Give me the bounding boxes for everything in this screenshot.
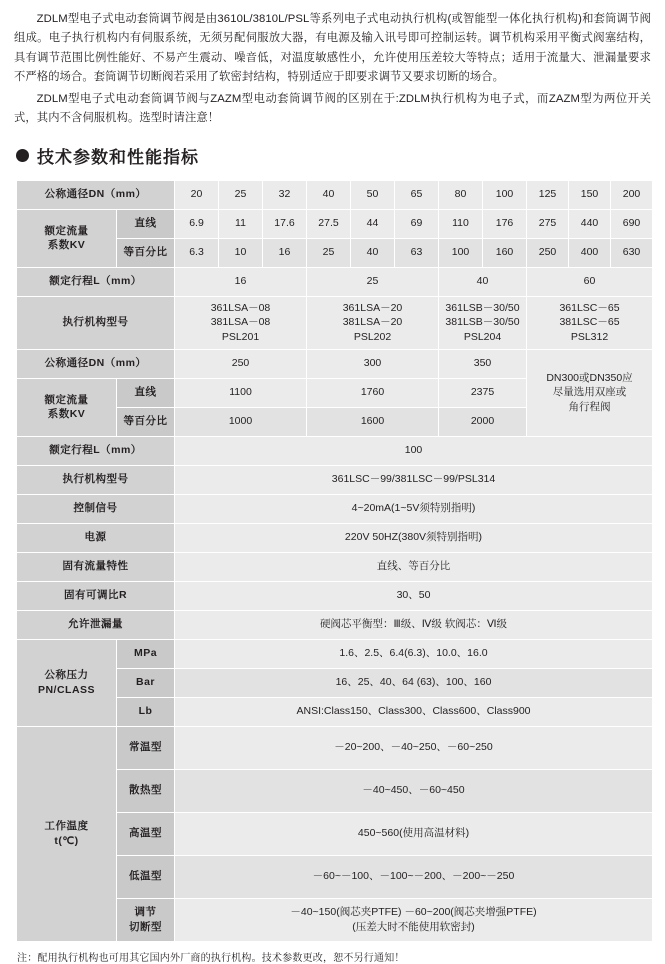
kv-label-line1: 额定流量 [44, 393, 89, 406]
kv-linear-value: 176 [483, 209, 527, 238]
leakage-label: 允许泄漏量 [17, 610, 175, 639]
table-row [17, 610, 653, 639]
temp-type-normal: 常温型 [117, 726, 175, 769]
kv-linear-value: 27.5 [307, 209, 351, 238]
temp-value-shutoff [175, 898, 653, 941]
temp-value-normal: －20~200、－40~250、－60~250 [175, 726, 653, 769]
kv-label-line2: 系数KV [47, 239, 86, 252]
kv-linear-label: 直线 [117, 209, 175, 238]
flow-characteristic-label: 固有流量特性 [17, 552, 175, 581]
stroke-label-2: 额定行程L（mm） [17, 436, 175, 465]
kv-equal-value-2: 1600 [307, 407, 439, 436]
dn-value: 40 [307, 180, 351, 209]
temp-type-low: 低温型 [117, 855, 175, 898]
stroke-value: 25 [307, 267, 439, 296]
pressure-value-lb: ANSI:Class150、Class300、Class600、Class900 [175, 697, 653, 726]
kv-linear-value-2: 1100 [175, 378, 307, 407]
table-row [17, 523, 653, 552]
dn-value: 80 [439, 180, 483, 209]
kv-equal-value-2: 1000 [175, 407, 307, 436]
dn-note-line: 角行程阀 [568, 400, 611, 413]
pressure-label-line: 公称压力 [44, 669, 89, 682]
dn-value: 200 [611, 180, 653, 209]
actuator-line: 361LSC－65 [559, 302, 620, 315]
temp-type-high: 高温型 [117, 812, 175, 855]
kv-linear-value: 44 [351, 209, 395, 238]
dn-note [527, 349, 653, 436]
power-label: 电源 [17, 523, 175, 552]
dn-value: 32 [263, 180, 307, 209]
specification-table [16, 180, 653, 942]
stroke-value: 60 [527, 267, 653, 296]
temp-value-line: －40~150(阀芯夹PTFE) －60~200(阀芯夹增强PTFE) [290, 906, 537, 919]
actuator-line: 381LSB－30/50 [445, 316, 520, 329]
kv-equal-label-2: 等百分比 [117, 407, 175, 436]
temp-value-high: 450~560(使用高温材料) [175, 812, 653, 855]
pressure-value-mpa: 1.6、2.5、6.4(6.3)、10.0、16.0 [175, 639, 653, 668]
actuator-value-2: 361LSC－99/381LSC－99/PSL314 [175, 465, 653, 494]
control-signal-value: 4~20mA(1~5V须特别指明) [175, 494, 653, 523]
kv-linear-value: 69 [395, 209, 439, 238]
dn-value: 65 [395, 180, 439, 209]
temp-value-low: －60~－100、－100~－200、－200~－250 [175, 855, 653, 898]
dn-note-line: 尽量选用双座或 [552, 386, 627, 399]
kv-equal-value: 100 [439, 238, 483, 267]
actuator-line: 381LSA－08 [210, 316, 271, 329]
kv-equal-value: 160 [483, 238, 527, 267]
dn-value: 125 [527, 180, 569, 209]
control-signal-label: 控制信号 [17, 494, 175, 523]
actuator-line: PSL202 [353, 330, 392, 343]
kv-equal-value: 400 [569, 238, 611, 267]
table-row [17, 209, 653, 238]
table-row [17, 267, 653, 296]
dn-value: 20 [175, 180, 219, 209]
table-row [17, 581, 653, 610]
kv-equal-value: 630 [611, 238, 653, 267]
temperature-label-line: t(℃) [54, 834, 79, 847]
footnote: 注：配用执行机构也可用其它国内外厂商的执行机构。技术参数更改，恕不另行通知！ [17, 952, 405, 964]
dn-value: 25 [219, 180, 263, 209]
pressure-unit-bar: Bar [117, 668, 175, 697]
temp-type-line: 调节 [134, 906, 157, 919]
temperature-label-line: 工作温度 [44, 820, 89, 833]
actuator-value [439, 296, 527, 349]
temp-type-shutoff [117, 898, 175, 941]
kv-equal-label: 等百分比 [117, 238, 175, 267]
pressure-value-bar: 16、25、40、64 (63)、100、160 [175, 668, 653, 697]
table-row [17, 465, 653, 494]
kv-label-line2: 系数KV [47, 408, 86, 421]
actuator-line: 361LSA－08 [210, 302, 271, 315]
table-row [17, 494, 653, 523]
kv-equal-value: 16 [263, 238, 307, 267]
temp-value-radiating: －40~450、－60~450 [175, 769, 653, 812]
kv-equal-value: 250 [527, 238, 569, 267]
section-title-label: 技术参数和性能指标 [37, 147, 199, 167]
kv-linear-value: 690 [611, 209, 653, 238]
temp-type-radiating: 散热型 [117, 769, 175, 812]
temp-type-line: 切断型 [129, 920, 162, 933]
table-row [17, 296, 653, 349]
pressure-label-line: PN/CLASS [37, 683, 96, 696]
kv-label [17, 209, 117, 267]
actuator-line: PSL201 [221, 330, 260, 343]
dn-label-1: 公称通径DN（mm） [17, 180, 175, 209]
actuator-line: PSL204 [463, 330, 502, 343]
rangeability-value: 30、50 [175, 581, 653, 610]
kv-linear-value: 110 [439, 209, 483, 238]
actuator-line: 361LSB－30/50 [445, 302, 520, 315]
pressure-unit-lb: Lb [117, 697, 175, 726]
intro-paragraph-2: ZDLM型电子式电动套筒调节阀与ZAZM型电动套筒调节阀的区别在于:ZDLM执行机构为电子式，而ZAZM型为两位开关式，其内不含伺服机构。选型时请注意！ [14, 92, 651, 125]
section-title [16, 143, 651, 168]
kv-equal-value: 25 [307, 238, 351, 267]
dn-value: 150 [569, 180, 611, 209]
kv-linear-value-2: 1760 [307, 378, 439, 407]
stroke-value-2: 100 [175, 436, 653, 465]
table-row [17, 436, 653, 465]
pressure-label [17, 639, 117, 726]
leakage-value: 硬阀芯平衡型：Ⅲ级、Ⅳ级 软阀芯：Ⅵ级 [175, 610, 653, 639]
actuator-value [307, 296, 439, 349]
kv-equal-value: 40 [351, 238, 395, 267]
actuator-line: 361LSA－20 [342, 302, 403, 315]
kv-label-2 [17, 378, 117, 436]
rangeability-label: 固有可调比R [17, 581, 175, 610]
temperature-label [17, 726, 117, 941]
stroke-value: 16 [175, 267, 307, 296]
intro-paragraph-1: ZDLM型电子式电动套筒调节阀是由3610L/3810L/PSL等系列电子式电动执行机构(或智能型一体化执行机构)和套筒调节阀组成。电子执行机构内有伺服系统，无须另配伺服放大器，有电源及输入讯号即可控制运转。调节机构采用平衡式阀塞结构，具有调节范围比例性能好、不易产生震动、噪音低，对温度敏感性小，允许使用压差较大等特点；适用于流量大、泄漏量要求不严格的场合。套筒调节切断阀若采用了软密封结构，特别适应于即要求调节又要求切断的场合。 [14, 13, 651, 84]
kv-equal-value: 63 [395, 238, 439, 267]
actuator-line: 381LSC－65 [559, 316, 620, 329]
stroke-label: 额定行程L（mm） [17, 267, 175, 296]
kv-linear-value-2: 2375 [439, 378, 527, 407]
kv-linear-value: 11 [219, 209, 263, 238]
kv-equal-value: 6.3 [175, 238, 219, 267]
dn-value: 50 [351, 180, 395, 209]
dn-value-2: 350 [439, 349, 527, 378]
temp-value-line: (压差大时不能使用软密封) [352, 920, 475, 933]
kv-linear-value: 440 [569, 209, 611, 238]
power-value: 220V 50HZ(380V须特别指明) [175, 523, 653, 552]
intro-text [14, 10, 651, 129]
actuator-line: PSL312 [570, 330, 609, 343]
kv-linear-value: 17.6 [263, 209, 307, 238]
dn-note-line: DN300或DN350应 [546, 372, 633, 385]
kv-equal-value-2: 2000 [439, 407, 527, 436]
kv-equal-value: 10 [219, 238, 263, 267]
table-row [17, 726, 653, 769]
actuator-value [527, 296, 653, 349]
actuator-line: 381LSA－20 [342, 316, 403, 329]
table-row [17, 552, 653, 581]
dn-value-2: 300 [307, 349, 439, 378]
actuator-label: 执行机构型号 [17, 296, 175, 349]
dn-label-2: 公称通径DN（mm） [17, 349, 175, 378]
dn-value-2: 250 [175, 349, 307, 378]
table-row [17, 639, 653, 668]
kv-linear-label-2: 直线 [117, 378, 175, 407]
table-row [17, 180, 653, 209]
dn-value: 100 [483, 180, 527, 209]
kv-linear-value: 6.9 [175, 209, 219, 238]
actuator-value [175, 296, 307, 349]
pressure-unit-mpa: MPa [117, 639, 175, 668]
table-row [17, 349, 653, 378]
kv-label-line1: 额定流量 [44, 224, 89, 237]
stroke-value: 40 [439, 267, 527, 296]
flow-characteristic-value: 直线、等百分比 [175, 552, 653, 581]
kv-linear-value: 275 [527, 209, 569, 238]
bullet-icon [16, 149, 29, 162]
actuator-label-2: 执行机构型号 [17, 465, 175, 494]
